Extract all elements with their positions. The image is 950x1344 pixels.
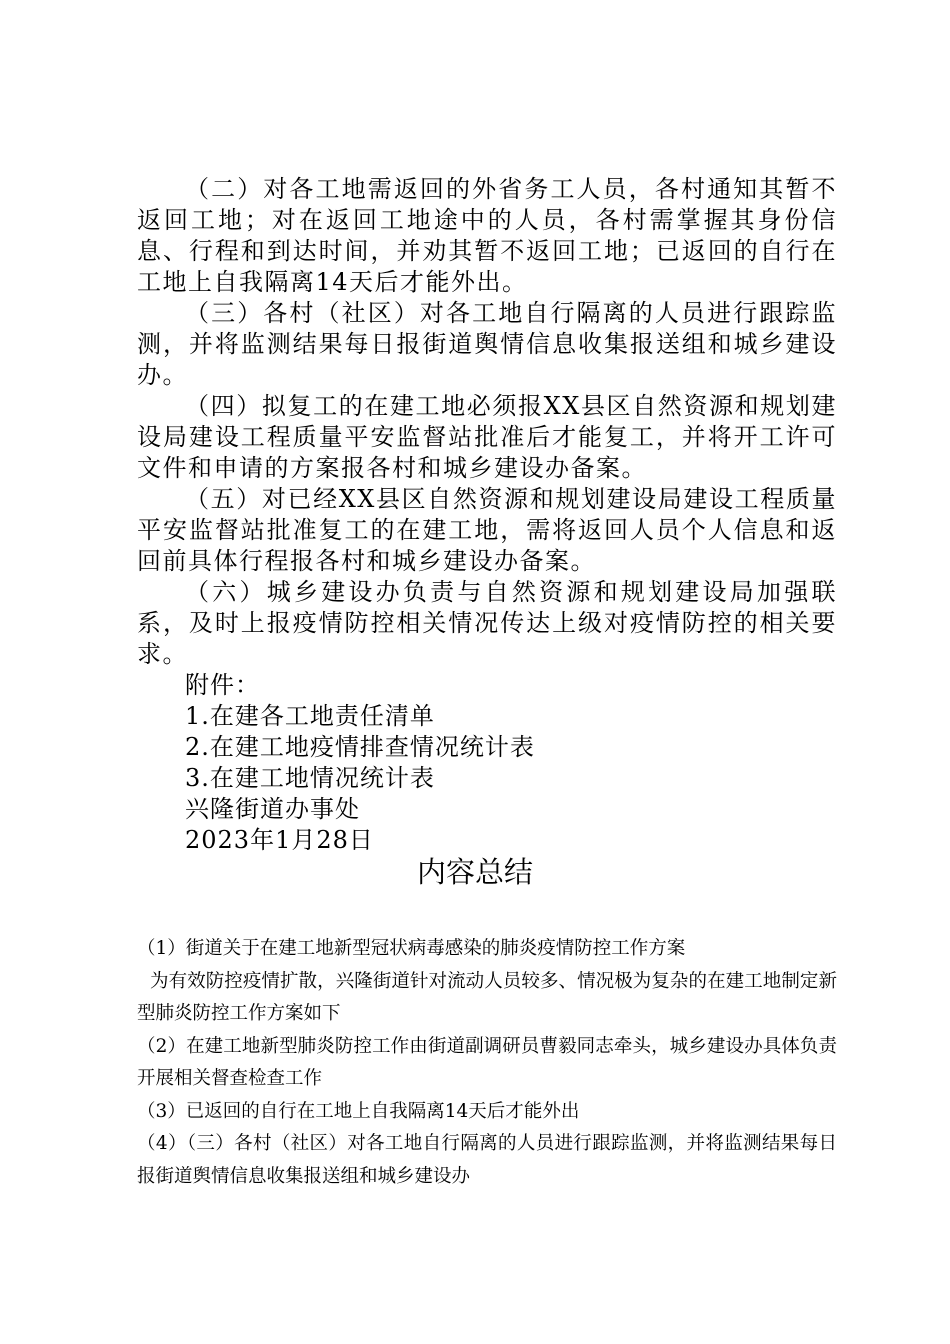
summary-section — [137, 933, 837, 1193]
attachment-item-2: 2.在建工地疫情排查情况统计表 — [185, 733, 535, 761]
paragraph-4: （四）拟复工的在建工地必须报XX县区自然资源和规划建设局建设工程质量平安监督站批准后才能复工，并将开工许可文件和申请的方案报各村和城乡建设办备案。 — [137, 392, 837, 482]
document-body — [137, 174, 837, 856]
summary-title: 内容总结 — [416, 855, 533, 889]
issue-date: 2023年1月28日 — [185, 826, 374, 854]
attachment-item-1: 1.在建各工地责任清单 — [185, 702, 435, 730]
paragraph-2: （二）对各工地需返回的外省务工人员，各村通知其暂不返回工地；对在返回工地途中的人员，各村需掌握其身份信息、行程和到达时间，并劝其暂不返回工地；已返回的自行在工地上自我隔离14天后才能外出。 — [137, 175, 837, 296]
summary-item-1: （1）街道关于在建工地新型冠状病毒感染的肺炎疫情防控工作方案 — [137, 938, 686, 959]
summary-item-3: （3）已返回的自行在工地上自我隔离14天后才能外出 — [137, 1100, 580, 1122]
attachment-item-3: 3.在建工地情况统计表 — [185, 764, 435, 792]
summary-item-2: （2）在建工地新型肺炎防控工作由街道副调研员曹毅同志牵头，城乡建设办具体负责开展相关督查检查工作 — [137, 1035, 837, 1089]
issuer-name: 兴隆街道办事处 — [185, 795, 360, 823]
paragraph-6: （六）城乡建设办负责与自然资源和规划建设局加强联系，及时上报疫情防控相关情况传达上级对疫情防控的相关要求。 — [137, 578, 837, 668]
attachments-label: 附件： — [185, 671, 260, 699]
paragraph-3: （三）各村（社区）对各工地自行隔离的人员进行跟踪监测，并将监测结果每日报街道舆情信息收集报送组和城乡建设办。 — [137, 299, 837, 389]
summary-item-intro: 为有效防控疫情扩散，兴隆街道针对流动人员较多、情况极为复杂的在建工地制定新型肺炎防控工作方案如下 — [137, 970, 837, 1024]
summary-item-4: （4）（三）各村（社区）对各工地自行隔离的人员进行跟踪监测，并将监测结果每日报街道舆情信息收集报送组和城乡建设办 — [137, 1133, 837, 1187]
paragraph-5: （五）对已经XX县区自然资源和规划建设局建设工程质量平安监督站批准复工的在建工地，需将返回人员个人信息和返回前具体行程报各村和城乡建设办备案。 — [137, 485, 837, 575]
